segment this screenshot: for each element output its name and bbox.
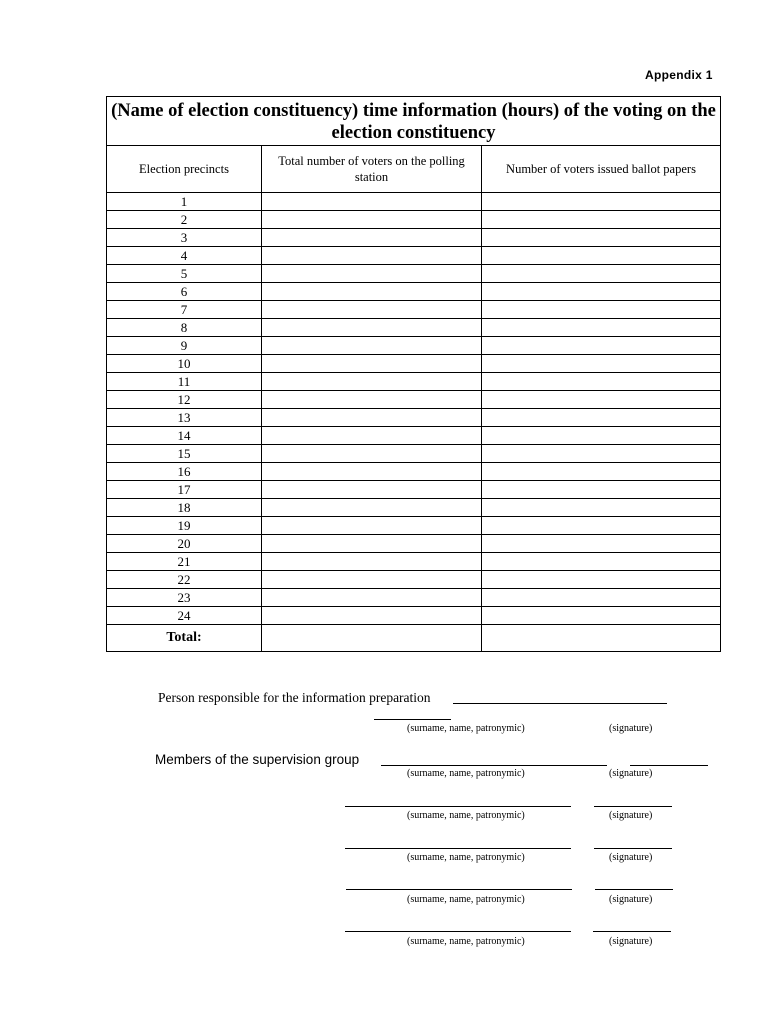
table-row: [107, 247, 721, 265]
precinct-number: 19: [107, 517, 262, 535]
voters-cell[interactable]: [262, 553, 482, 571]
signature-caption: (signature): [609, 768, 653, 779]
voters-cell[interactable]: [262, 499, 482, 517]
ballots-cell[interactable]: [482, 337, 721, 355]
precinct-number: 10: [107, 355, 262, 373]
precinct-number: 17: [107, 481, 262, 499]
member-signature-line[interactable]: [593, 931, 671, 932]
name-caption: (surname, name, patronymic): [407, 723, 525, 734]
table-row: [107, 229, 721, 247]
member-signature-line[interactable]: [595, 889, 673, 890]
ballots-cell[interactable]: [482, 589, 721, 607]
voters-cell[interactable]: [262, 589, 482, 607]
voters-cell[interactable]: [262, 535, 482, 553]
precinct-number: 13: [107, 409, 262, 427]
voters-cell[interactable]: [262, 571, 482, 589]
total-ballots-cell[interactable]: [482, 625, 721, 652]
ballots-cell[interactable]: [482, 229, 721, 247]
precinct-number: 20: [107, 535, 262, 553]
ballots-cell[interactable]: [482, 391, 721, 409]
ballots-cell[interactable]: [482, 211, 721, 229]
name-caption: (surname, name, patronymic): [407, 894, 525, 905]
table-row: [107, 463, 721, 481]
precinct-rows: [107, 193, 721, 625]
voters-cell[interactable]: [262, 301, 482, 319]
table-row: [107, 445, 721, 463]
members-label: Members of the supervision group: [155, 752, 360, 767]
name-caption: (surname, name, patronymic): [407, 852, 525, 863]
precinct-number: 15: [107, 445, 262, 463]
table-row: [107, 373, 721, 391]
table-row: [107, 589, 721, 607]
table-row: [107, 193, 721, 211]
member-name-line[interactable]: [381, 765, 607, 766]
ballots-cell[interactable]: [482, 463, 721, 481]
person-responsible-line-continued[interactable]: [374, 719, 451, 720]
ballots-cell[interactable]: [482, 427, 721, 445]
precinct-number: 12: [107, 391, 262, 409]
table-row: [107, 301, 721, 319]
member-name-line[interactable]: [345, 806, 571, 807]
header-total-voters: Total number of voters on the polling station: [262, 146, 482, 193]
header-election-precincts: Election precincts: [107, 146, 262, 193]
header-ballots-issued: Number of voters issued ballot papers: [482, 146, 721, 193]
ballots-cell[interactable]: [482, 319, 721, 337]
precinct-number: 3: [107, 229, 262, 247]
table-row: [107, 319, 721, 337]
ballots-cell[interactable]: [482, 373, 721, 391]
voters-cell[interactable]: [262, 229, 482, 247]
person-responsible-label: Person responsible for the information preparation: [158, 690, 431, 705]
voters-cell[interactable]: [262, 517, 482, 535]
voters-cell[interactable]: [262, 211, 482, 229]
ballots-cell[interactable]: [482, 481, 721, 499]
person-responsible-line[interactable]: [453, 703, 667, 704]
ballots-cell[interactable]: [482, 553, 721, 571]
voting-info-table: [106, 96, 721, 652]
ballots-cell[interactable]: [482, 535, 721, 553]
voters-cell[interactable]: [262, 607, 482, 625]
precinct-number: 5: [107, 265, 262, 283]
precinct-number: 6: [107, 283, 262, 301]
table-row: [107, 283, 721, 301]
precinct-number: 1: [107, 193, 262, 211]
member-signature-line[interactable]: [594, 848, 672, 849]
voters-cell[interactable]: [262, 193, 482, 211]
ballots-cell[interactable]: [482, 607, 721, 625]
total-label: Total:: [107, 625, 262, 652]
signature-caption: (signature): [609, 723, 653, 734]
ballots-cell[interactable]: [482, 247, 721, 265]
ballots-cell[interactable]: [482, 445, 721, 463]
voters-cell[interactable]: [262, 409, 482, 427]
name-caption: (surname, name, patronymic): [407, 936, 525, 947]
table-row: [107, 265, 721, 283]
ballots-cell[interactable]: [482, 355, 721, 373]
precinct-number: 2: [107, 211, 262, 229]
ballots-cell[interactable]: [482, 499, 721, 517]
name-caption: (surname, name, patronymic): [407, 810, 525, 821]
member-signature-line[interactable]: [630, 765, 708, 766]
precinct-number: 22: [107, 571, 262, 589]
voters-cell[interactable]: [262, 481, 482, 499]
table-row: [107, 607, 721, 625]
voters-cell[interactable]: [262, 391, 482, 409]
precinct-number: 11: [107, 373, 262, 391]
appendix-label: Appendix 1: [645, 68, 713, 82]
table-title: (Name of election constituency) time information (hours) of the voting on the election constituency: [107, 97, 721, 146]
voters-cell[interactable]: [262, 463, 482, 481]
voters-cell[interactable]: [262, 247, 482, 265]
voters-cell[interactable]: [262, 355, 482, 373]
table-row: [107, 499, 721, 517]
member-name-line[interactable]: [345, 931, 571, 932]
signature-caption: (signature): [609, 810, 653, 821]
table-row: [107, 409, 721, 427]
ballots-cell[interactable]: [482, 571, 721, 589]
voters-cell[interactable]: [262, 337, 482, 355]
voters-cell[interactable]: [262, 319, 482, 337]
member-name-line[interactable]: [345, 848, 571, 849]
table-row: [107, 337, 721, 355]
table-row: [107, 355, 721, 373]
table-row: [107, 391, 721, 409]
table-row: [107, 553, 721, 571]
precinct-number: 21: [107, 553, 262, 571]
precinct-number: 14: [107, 427, 262, 445]
member-name-line[interactable]: [346, 889, 572, 890]
table-row: [107, 481, 721, 499]
voters-cell[interactable]: [262, 427, 482, 445]
member-signature-line[interactable]: [594, 806, 672, 807]
precinct-number: 16: [107, 463, 262, 481]
precinct-number: 7: [107, 301, 262, 319]
precinct-number: 8: [107, 319, 262, 337]
voters-cell[interactable]: [262, 283, 482, 301]
table-row: [107, 517, 721, 535]
precinct-number: 18: [107, 499, 262, 517]
ballots-cell[interactable]: [482, 301, 721, 319]
signature-caption: (signature): [609, 852, 653, 863]
table-row: [107, 427, 721, 445]
ballots-cell[interactable]: [482, 265, 721, 283]
precinct-number: 4: [107, 247, 262, 265]
signature-caption: (signature): [609, 936, 653, 947]
total-voters-cell[interactable]: [262, 625, 482, 652]
table-row: [107, 571, 721, 589]
name-caption: (surname, name, patronymic): [407, 768, 525, 779]
precinct-number: 23: [107, 589, 262, 607]
ballots-cell[interactable]: [482, 409, 721, 427]
voters-cell[interactable]: [262, 265, 482, 283]
table-row: [107, 535, 721, 553]
table-row: [107, 211, 721, 229]
ballots-cell[interactable]: [482, 517, 721, 535]
voters-cell[interactable]: [262, 445, 482, 463]
precinct-number: 24: [107, 607, 262, 625]
ballots-cell[interactable]: [482, 283, 721, 301]
precinct-number: 9: [107, 337, 262, 355]
signature-caption: (signature): [609, 894, 653, 905]
ballots-cell[interactable]: [482, 193, 721, 211]
voters-cell[interactable]: [262, 373, 482, 391]
